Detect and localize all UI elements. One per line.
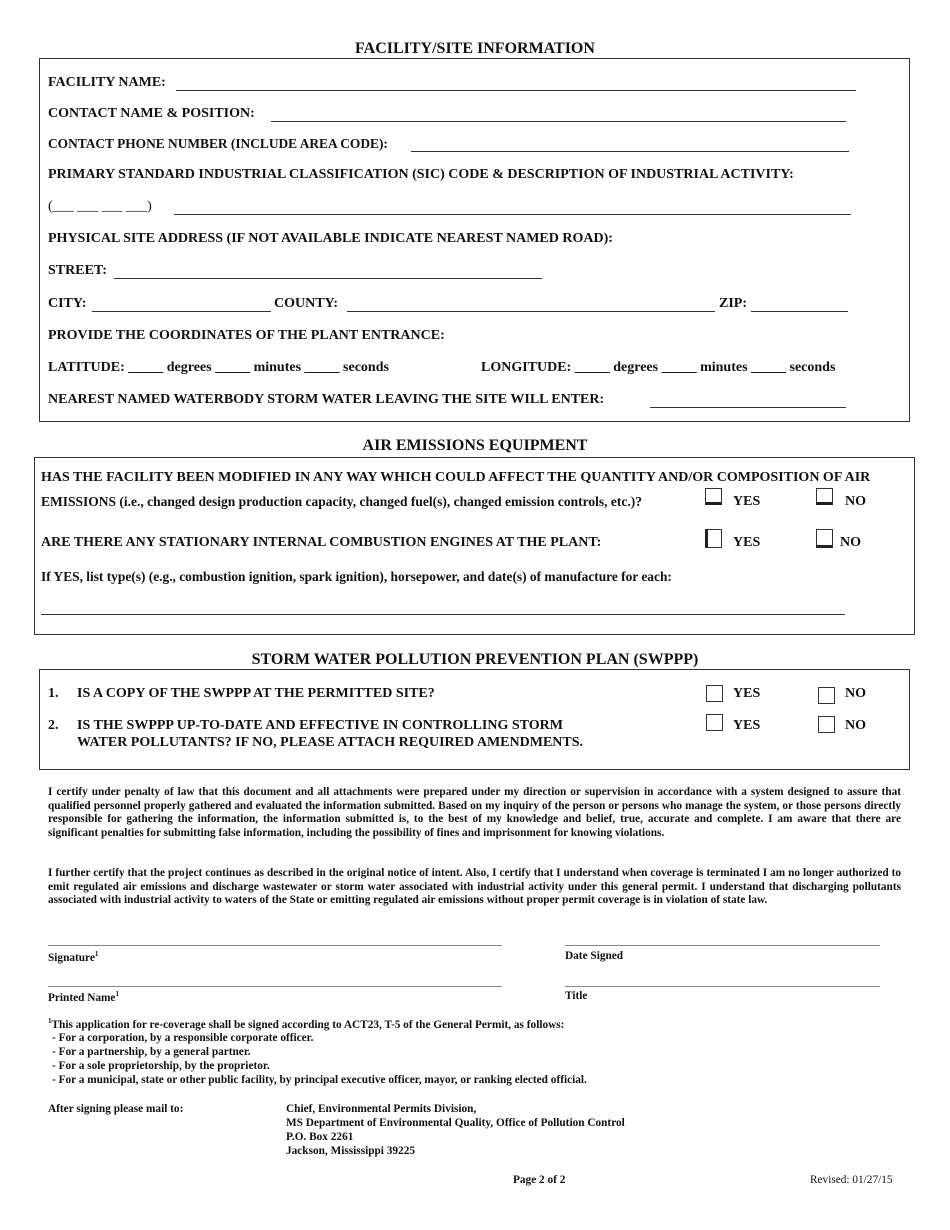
city-field[interactable]	[92, 311, 271, 312]
county-label: COUNTY:	[274, 296, 339, 311]
contact-phone-field[interactable]	[411, 151, 849, 152]
facility-name-label: FACILITY NAME:	[48, 75, 166, 90]
swppp-section-title: STORM WATER POLLUTION PREVENTION PLAN (SWPPP)	[251, 651, 699, 668]
title-field[interactable]	[565, 986, 880, 987]
county-field[interactable]	[347, 311, 715, 312]
signature-field[interactable]	[48, 945, 502, 946]
swppp-q1-no-checkbox[interactable]	[818, 687, 835, 704]
air-modified-yes-label: YES	[733, 494, 761, 509]
air-engines-no-checkbox[interactable]	[816, 529, 833, 548]
footnote-intro: $^1$This application for re-coverage shall be signed according to ACT23, T-5 of the General Permit, as follows:	[48, 1017, 565, 1031]
contact-name-label: CONTACT NAME & POSITION:	[48, 106, 255, 121]
sic-code-blanks[interactable]: (___ ___ ___ ___)	[48, 199, 152, 214]
waterbody-label: NEAREST NAMED WATERBODY STORM WATER LEAVING THE SITE WILL ENTER:	[48, 392, 605, 407]
latitude-field[interactable]: LATITUDE: _____ degrees _____ minutes _____ seconds	[48, 360, 389, 375]
physical-address-label: PHYSICAL SITE ADDRESS (IF NOT AVAILABLE INDICATE NEAREST NAMED ROAD):	[48, 231, 613, 246]
footnote-item: - For a corporation, by a responsible corporate officer.	[52, 1032, 314, 1044]
air-modified-question-line1: HAS THE FACILITY BEEN MODIFIED IN ANY WAY WHICH COULD AFFECT THE QUANTITY AND/OR COMPOSITION OF AIR	[41, 470, 871, 485]
footnote-item: - For a partnership, by a general partner.	[52, 1046, 251, 1058]
city-label: CITY:	[48, 296, 87, 311]
signature-label: Signature$^1$	[48, 950, 99, 964]
swppp-q2-yes-checkbox[interactable]	[706, 714, 723, 731]
sic-description-field[interactable]	[174, 214, 851, 215]
date-signed-label: Date Signed	[565, 950, 624, 962]
certification-paragraph-2: I further certify that the project continues as described in the original notice of intent. Also, I certify that I understand when coverage is terminated I am no longer authorized to emit regulated air emissions and discharge wastewater or storm water associated with industrial activity under this general permit. I understand that discharging pollutants associated with industrial activity to waters of the State or emitting regulated air emissions without proper permit coverage is in violation of state law.	[48, 867, 901, 907]
swppp-q1-yes-checkbox[interactable]	[706, 685, 723, 702]
swppp-q2-yes-label: YES	[733, 718, 761, 733]
revised-date: Revised: 01/27/15	[810, 1174, 893, 1186]
swppp-q2-no-label: NO	[845, 718, 866, 733]
zip-label: ZIP:	[719, 296, 747, 311]
contact-name-field[interactable]	[271, 121, 846, 122]
mailing-address-line: Jackson, Mississippi 39225	[286, 1145, 416, 1157]
air-engines-list-field[interactable]	[41, 614, 845, 615]
air-modified-yes-checkbox[interactable]	[705, 488, 722, 505]
swppp-q1-number: 1.	[48, 686, 59, 701]
title-label: Title	[565, 990, 588, 1002]
zip-field[interactable]	[751, 311, 848, 312]
swppp-q2-question-line2: WATER POLLUTANTS? IF NO, PLEASE ATTACH REQUIRED AMENDMENTS.	[77, 735, 584, 750]
street-label: STREET:	[48, 263, 107, 278]
date-signed-field[interactable]	[565, 945, 880, 946]
certification-paragraph-1: I certify under penalty of law that this document and all attachments were prepared under my direction or supervision in accordance with a system designed to assure that qualified personnel properly gathered and evaluated the information submitted. Based on my inquiry of the person or persons who manage the system, or those persons directly responsible for gathering the information, the information submitted is, to the best of my knowledge and belief, true, accurate and complete. I am aware that there are significant penalties for submitting false information, including the possibility of fines and imprisonment for knowing violations.	[48, 786, 901, 839]
waterbody-field[interactable]	[650, 407, 846, 408]
swppp-q2-number: 2.	[48, 718, 59, 733]
printed-name-field[interactable]	[48, 986, 502, 987]
coordinates-label: PROVIDE THE COORDINATES OF THE PLANT ENTRANCE:	[48, 328, 445, 343]
printed-name-label: Printed Name$^1$	[48, 990, 119, 1004]
air-modified-question-line2: EMISSIONS (i.e., changed design production capacity, changed fuel(s), changed emission controls, etc.)?	[41, 494, 643, 509]
facility-name-field[interactable]	[176, 90, 856, 91]
sic-label: PRIMARY STANDARD INDUSTRIAL CLASSIFICATION (SIC) CODE & DESCRIPTION OF INDUSTRIAL ACTIVITY:	[48, 167, 794, 182]
facility-section-title: FACILITY/SITE INFORMATION	[355, 40, 595, 57]
swppp-q2-no-checkbox[interactable]	[818, 716, 835, 733]
mailing-address-line: MS Department of Environmental Quality, Office of Pollution Control	[286, 1117, 625, 1129]
air-section-title: AIR EMISSIONS EQUIPMENT	[362, 437, 588, 454]
longitude-field[interactable]: LONGITUDE: _____ degrees _____ minutes _____ seconds	[481, 360, 836, 375]
footnote-item: - For a sole proprietorship, by the proprietor.	[52, 1060, 270, 1072]
air-modified-no-checkbox[interactable]	[816, 488, 833, 505]
air-engines-no-label: NO	[840, 535, 861, 550]
street-field[interactable]	[114, 278, 542, 279]
footnote-item: - For a municipal, state or other public facility, by principal executive officer, mayor, or ranking elected official.	[52, 1074, 587, 1086]
air-engines-yes-checkbox[interactable]	[705, 529, 722, 548]
swppp-q1-no-label: NO	[845, 686, 866, 701]
swppp-q2-question-line1: IS THE SWPPP UP-TO-DATE AND EFFECTIVE IN CONTROLLING STORM	[77, 718, 563, 733]
air-engines-list-prompt: If YES, list type(s) (e.g., combustion ignition, spark ignition), horsepower, and date(s) of manufacture for each:	[41, 569, 672, 584]
mailing-address-line: Chief, Environmental Permits Division,	[286, 1103, 477, 1115]
mailing-address-line: P.O. Box 2261	[286, 1131, 354, 1143]
page-number: Page 2 of 2	[513, 1174, 566, 1186]
air-modified-no-label: NO	[845, 494, 866, 509]
swppp-q1-question: IS A COPY OF THE SWPPP AT THE PERMITTED SITE?	[77, 686, 435, 701]
mail-to-label: After signing please mail to:	[48, 1103, 184, 1115]
contact-phone-label: CONTACT PHONE NUMBER (INCLUDE AREA CODE):	[48, 136, 388, 151]
air-engines-yes-label: YES	[733, 535, 761, 550]
air-engines-question: ARE THERE ANY STATIONARY INTERNAL COMBUSTION ENGINES AT THE PLANT:	[41, 535, 602, 550]
swppp-q1-yes-label: YES	[733, 686, 761, 701]
